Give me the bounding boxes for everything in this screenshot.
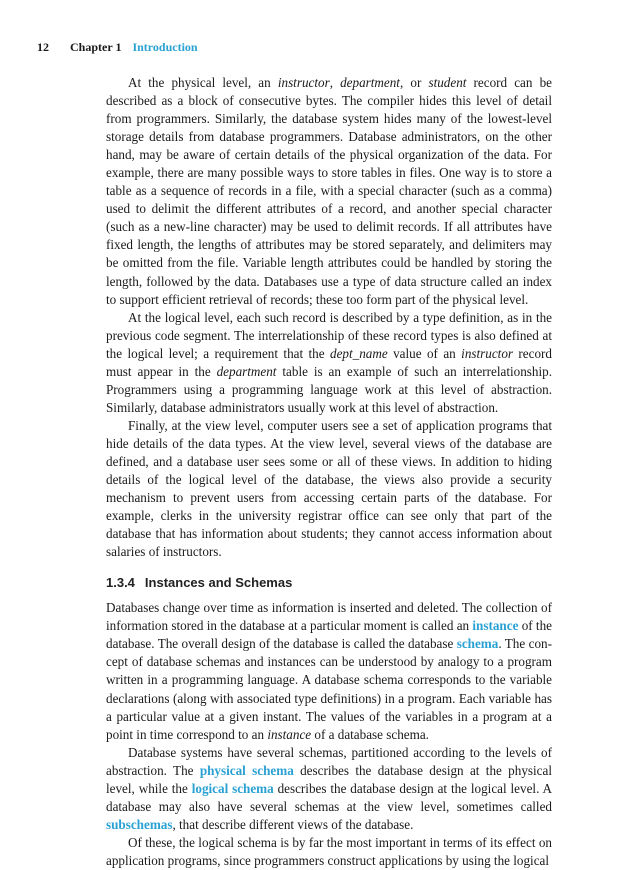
- section-heading: [106, 574, 552, 592]
- paragraph-schema-levels: Database systems have several schemas, partitioned according to the levels of abstraction. The physical schema describes the database design at the physical level, while the logical schema describes the database design at the logical level. A database may also have several schemas at the view level, sometimes called subschemas, that describe different views of the database.: [106, 744, 552, 832]
- running-header: [37, 40, 198, 55]
- term-instance: instance: [472, 618, 519, 634]
- page-body: [106, 74, 552, 870]
- section-number: 1.3.4: [106, 575, 135, 591]
- chapter-title: Introduction: [132, 40, 198, 54]
- page-number: 12: [37, 40, 49, 54]
- paragraph-logical-level: At the logical level, each such record is described by a type definition, as in the previous code segment. The interrelationship of these record types is also defined at the logical level; a requirement that the dept_name value of an instructor record must appear in the department table is an example of such an interrelationship. Programmers using a programming language work at this level of abstraction. Similarly, database administrators usually work at this level of abstraction.: [106, 309, 552, 415]
- term-physical-schema: physical schema: [199, 762, 294, 778]
- paragraph-physical-level: At the physical level, an instructor, department, or student record can be described as a block of consecutive bytes. The compiler hides this level of detail from programmers. Similarly, the database system hides many of the lowest-level storage details from database programmers. Database administrators, on the other hand, may be aware of certain details of the physical organization of the data. For example, there are many possible ways to store tables in files. One way is to store a table as a sequence of records in a file, with a special character (such as a comma) used to delimit the different attributes of a record, and another special character (such as a new-line character) may be used to delimit records. If all attributes have fixed length, the lengths of attributes may be stored separately, and delimiters may be omitted from the file. Variable length attributes could be handled by storing the length, followed by the data. Databases use a type of data structure called an index to support efficient retrieval of records; these too form part of the physical level.: [106, 75, 552, 307]
- term-schema: schema: [456, 636, 499, 652]
- term-logical-schema: logical schema: [191, 780, 274, 796]
- paragraph-view-level: Finally, at the view level, computer users see a set of application programs that hide details of the data types. At the view level, several views of the database are defined, and a database user sees some or all of these views. In addition to hiding details of the logical level of the database, the views also provide a security mechanism to prevent users from accessing certain parts of the database. For example, clerks in the university registrar office can see only that part of the database that has information about students; they cannot access information about salaries of instructors.: [106, 417, 552, 560]
- term-subschemas: subschemas: [106, 816, 173, 832]
- chapter-label: Chapter 1: [70, 40, 122, 54]
- paragraph-logical-schema: Of these, the logical schema is by far the most important in terms of its effect on application programs, since programmers construct applications by using the logical: [106, 834, 552, 868]
- section-title: Instances and Schemas: [144, 575, 293, 591]
- paragraph-instances: Databases change over time as information is inserted and deleted. The collection of information stored in the database at a particular moment is called an instance of the database. The overall design of the database is called the database schema. The concept of database schemas and instances can be understood by analogy to a program written in a programming language. A database schema corresponds to the variable declarations (along with associated type definitions) in a program. Each variable has a particular value at a given instant. The values of the variables in a program at a point in time correspond to an instance of a database schema.: [106, 600, 552, 742]
